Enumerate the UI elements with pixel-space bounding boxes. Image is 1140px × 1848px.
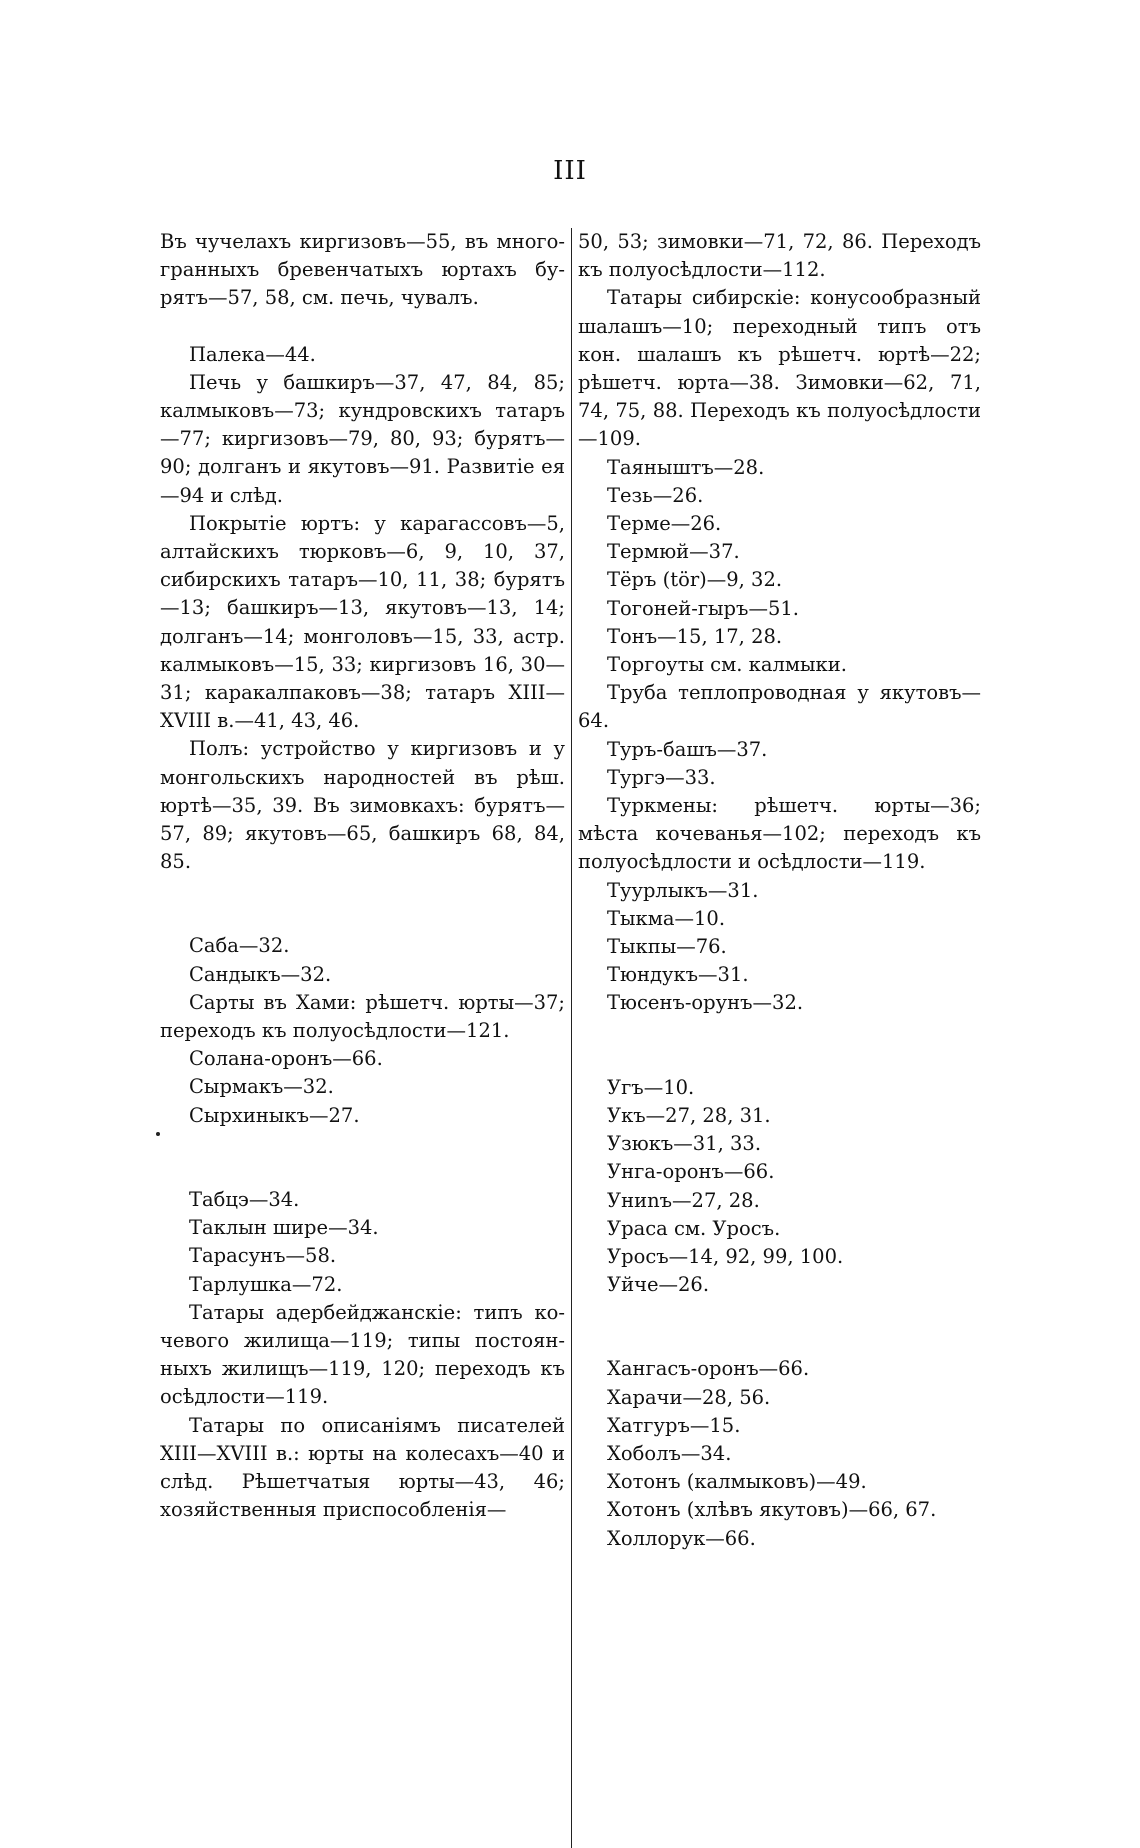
- index-entry: Труба теплопроводная у якутовъ—64.: [578, 681, 981, 733]
- index-column-right: [578, 228, 981, 1553]
- index-entry: Таяныштъ—28.: [607, 455, 765, 479]
- index-entry: 50, 53; зимовки—71, 72, 86. Переходъ къ полуосѣдлости—112.: [578, 230, 981, 282]
- entry-spacer: [578, 1046, 981, 1074]
- column-divider: [571, 228, 572, 1848]
- index-entry: Хоболъ—34.: [607, 1441, 732, 1465]
- index-entry: Торгоуты см. калмыки.: [607, 653, 847, 677]
- index-entry: Татары по описаніямъ писателей XIII—XVIII в.: юрты на колесахъ—40 и слѣд. Рѣшетчатыя юрты—43, 46; хозяйственныя приспособленія—: [160, 1413, 565, 1522]
- index-entry: Тогоней-гыръ—51.: [607, 596, 799, 620]
- index-entry: Угъ—10.: [607, 1075, 695, 1099]
- index-entry: Терме—26.: [607, 512, 722, 536]
- entry-spacer: [160, 313, 565, 341]
- index-entry: Тыкпы—76.: [607, 935, 727, 959]
- index-entry: Полъ: устройство у киргизовъ и у монгольскихъ народностей въ рѣш. юртѣ—35, 39. Въ зимовкахъ: бурятъ—57, 89; якутовъ—65, башкиръ 68, 84, 85.: [160, 737, 565, 874]
- entry-spacer: [160, 1130, 565, 1158]
- stray-mark: [156, 1132, 160, 1136]
- index-entry: Сандыкъ—32.: [189, 962, 332, 986]
- index-entry: Узюкъ—31, 33.: [607, 1132, 762, 1156]
- entry-spacer: [160, 876, 565, 904]
- index-entry: Хотонъ (калмыковъ)—49.: [607, 1470, 867, 1494]
- page-number: III: [553, 156, 587, 186]
- index-entry: Холлорук—66.: [607, 1526, 756, 1550]
- index-entry: Тезь—26.: [607, 483, 704, 507]
- index-entry: Тургэ—33.: [607, 765, 716, 789]
- index-entry: Покрытіе юртъ: у карагассовъ—5, алтайскихъ тюрковъ—6, 9, 10, 37, сибирскихъ татаръ—10, 11, 38; бурятъ—13; башкиръ—13, якутовъ—13, 14; долганъ—14; монголовъ—15, 33, астр. калмыковъ—15, 33; киргизовъ 16, 30—31; каракалпаковъ—38; татаръ XIII—XVIII в.—41, 43, 46.: [160, 511, 565, 733]
- index-entry: Уросъ—14, 92, 99, 100.: [607, 1244, 844, 1268]
- index-entry: Униnъ—27, 28.: [607, 1188, 760, 1212]
- index-entry: Туркмены: рѣшетч. юрты—36; мѣста кочеванья—102; переходъ къ полуосѣдлости и осѣдлости—119.: [578, 794, 981, 874]
- index-entry: Хотонъ (хлѣвъ якутовъ)—66, 67.: [607, 1498, 937, 1522]
- index-entry: Тюсенъ-орунъ—32.: [607, 991, 804, 1015]
- index-entry: Сарты въ Хами: рѣшетч. юрты—37; переходъ къ полуосѣдлости—121.: [160, 990, 565, 1043]
- index-entry: Тарасунъ—58.: [189, 1244, 337, 1268]
- index-entry: Въ чучелахъ киргизовъ—55, въ многогранныхъ бревенчатыхъ юртахъ бурятъ—57, 58, см. печь, чувалъ.: [160, 230, 565, 310]
- entry-spacer: [578, 1327, 981, 1355]
- index-entry: Табцэ—34.: [189, 1187, 300, 1211]
- entry-spacer: [160, 1158, 565, 1186]
- index-entry: Унга-оронъ—66.: [607, 1160, 775, 1184]
- entry-spacer: [578, 1299, 981, 1327]
- index-entry: Палека—44.: [189, 342, 316, 366]
- index-entry: Хатгуръ—15.: [607, 1413, 741, 1437]
- index-entry: Солана-оронъ—66.: [189, 1047, 383, 1071]
- index-entry: Туръ-башъ—37.: [607, 737, 768, 761]
- index-entry: Сырхиныкъ—27.: [189, 1103, 360, 1127]
- index-entry: Таклын шире—34.: [189, 1216, 379, 1240]
- index-entry: Ураса см. Уросъ.: [607, 1216, 781, 1240]
- index-entry: Тонъ—15, 17, 28.: [607, 624, 783, 648]
- index-entry: Тёръ (tör)—9, 32.: [607, 568, 783, 592]
- index-entry: Тыкма—10.: [607, 906, 726, 930]
- index-entry: Татары сибирскіе: конусообразный шалашъ—10; переходный типъ отъ кон. шалашъ къ рѣшетч. юртѣ—22; рѣшетч. юрта—38. Зимовки—62, 71, 74, 75, 88. Переходъ къ полуосѣдлости—109.: [578, 286, 981, 451]
- index-entry: Татары адербейджанскіе: типъ кочевого жилища—119; типы постоянныхъ жилищъ—119, 120; переходъ къ осѣдлости—119.: [160, 1300, 565, 1409]
- index-entry: Сырмакъ—32.: [189, 1075, 334, 1099]
- index-entry: Термюй—37.: [607, 540, 740, 564]
- index-entry: Туурлыкъ—31.: [607, 878, 759, 902]
- index-entry: Тарлушка—72.: [189, 1272, 343, 1296]
- index-entry: Харачи—28, 56.: [607, 1385, 771, 1409]
- index-entry: Саба—32.: [189, 934, 290, 958]
- index-entry: Укъ—27, 28, 31.: [607, 1103, 771, 1127]
- entry-spacer: [578, 1018, 981, 1046]
- index-entry: Хангасъ-оронъ—66.: [607, 1357, 810, 1381]
- index-entry: Уйче—26.: [607, 1273, 710, 1297]
- index-entry: Печь у башкиръ—37, 47, 84, 85; калмыковъ—73; кундровскихъ татаръ—77; киргизовъ—79, 80, 93; бурятъ—90; долганъ и якутовъ—91. Развитіе ея—94 и слѣд.: [160, 370, 565, 507]
- entry-spacer: [160, 904, 565, 932]
- index-column-left: [160, 228, 565, 1524]
- index-entry: Тюндукъ—31.: [607, 963, 749, 987]
